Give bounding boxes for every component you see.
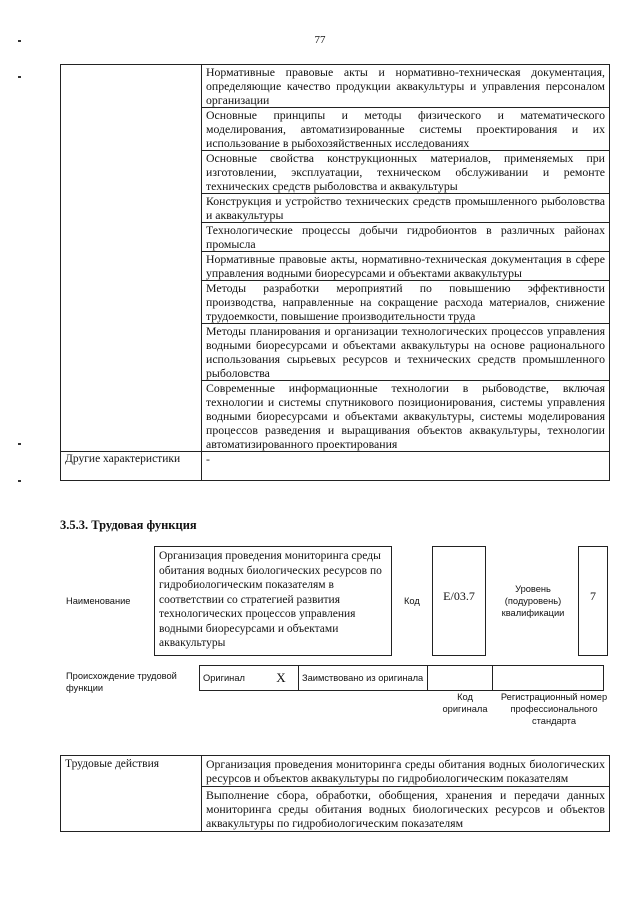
scan-mark — [18, 40, 21, 42]
origin-table — [199, 665, 604, 691]
knowledge-item: Конструкция и устройство технических средств промышленного рыболовства и аквакультуры — [202, 194, 610, 223]
table-row — [61, 65, 610, 108]
other-characteristics-label: Другие характеристики — [61, 452, 202, 481]
knowledge-item: Основные принципы и методы физического и математического моделирования, автоматизированные системы проектирования и их использование в рыбохозяйственных исследованиях — [202, 108, 610, 151]
name-label: Наименование — [66, 596, 131, 606]
scan-mark — [18, 76, 21, 78]
code-original-label: Код оригинала — [442, 692, 488, 714]
scan-mark — [18, 480, 21, 482]
scan-mark — [18, 443, 21, 445]
origin-label: Происхождение трудовой функции — [66, 671, 177, 693]
reg-number-cell — [493, 666, 604, 691]
table-row — [200, 666, 604, 691]
knowledge-item: Современные информационные технологии в рыбоводстве, включая технологии и системы спутникового позиционирования, системы управления водными биоресурсами и объектами аквакультуры, системы моделирования процессов разведения и выращивания объектов аквакультуры, технологии автоматизированного проектирования — [202, 381, 610, 452]
other-characteristics-value: - — [202, 452, 610, 481]
knowledge-item: Методы планирования и организации технологических процессов управления водными биоресурсами и объектами аквакультуры на основе рационального использования сырьевых ресурсов и технических средств промышленного рыболовства — [202, 324, 610, 381]
labor-actions-table — [60, 755, 610, 832]
function-name-box: Организация проведения мониторинга среды обитания водных биологических ресурсов по гидробиологическим показателям в соответствии со стратегией развития технологических процессов управления водными биоресурсами и объектами аквакультуры — [154, 546, 392, 656]
code-label: Код — [404, 596, 420, 606]
code-value: E/03.7 — [432, 546, 486, 656]
code-original-cell — [428, 666, 493, 691]
knowledge-label-cell — [61, 65, 202, 452]
level-value: 7 — [578, 546, 608, 656]
borrowed-label: Заимствовано из оригинала — [299, 666, 428, 691]
knowledge-item: Методы разработки мероприятий по повышению эффективности производства, направленные на сокращение расхода материалов, снижение трудоемкости, повышение производительности труда — [202, 281, 610, 324]
knowledge-item: Нормативные правовые акты и нормативно-техническая документация, определяющие качество продукции аквакультуры и управления персоналом организации — [202, 65, 610, 108]
reg-number-label: Регистрационный номер профессионального стандарта — [500, 692, 608, 726]
page-number: 77 — [314, 34, 326, 46]
original-mark: X — [264, 666, 299, 691]
level-label: Уровень (подуровень) квалификации — [501, 584, 565, 618]
knowledge-item: Основные свойства конструкционных материалов, применяемых при изготовлении, эксплуатации, техническом обслуживании и ремонте технических средств рыболовства и аквакультуры — [202, 151, 610, 194]
table-row — [61, 756, 610, 787]
section-title: 3.5.3. Трудовая функция — [60, 518, 197, 532]
table-row — [61, 452, 610, 481]
labor-action-item: Выполнение сбора, обработки, обобщения, хранения и передачи данных мониторинга среды обитания водных биологических ресурсов и объектов аквакультуры по гидробиологическим показателям — [202, 787, 610, 832]
labor-actions-label: Трудовые действия — [61, 756, 202, 832]
knowledge-table — [60, 64, 610, 481]
knowledge-item: Нормативные правовые акты, нормативно-техническая документация в сфере управления водными биоресурсами и объектами аквакультуры — [202, 252, 610, 281]
original-label: Оригинал — [200, 666, 265, 691]
knowledge-item: Технологические процессы добычи гидробионтов в различных районах промысла — [202, 223, 610, 252]
labor-action-item: Организация проведения мониторинга среды обитания водных биологических ресурсов и объектов аквакультуры по гидробиологическим показателям — [202, 756, 610, 787]
